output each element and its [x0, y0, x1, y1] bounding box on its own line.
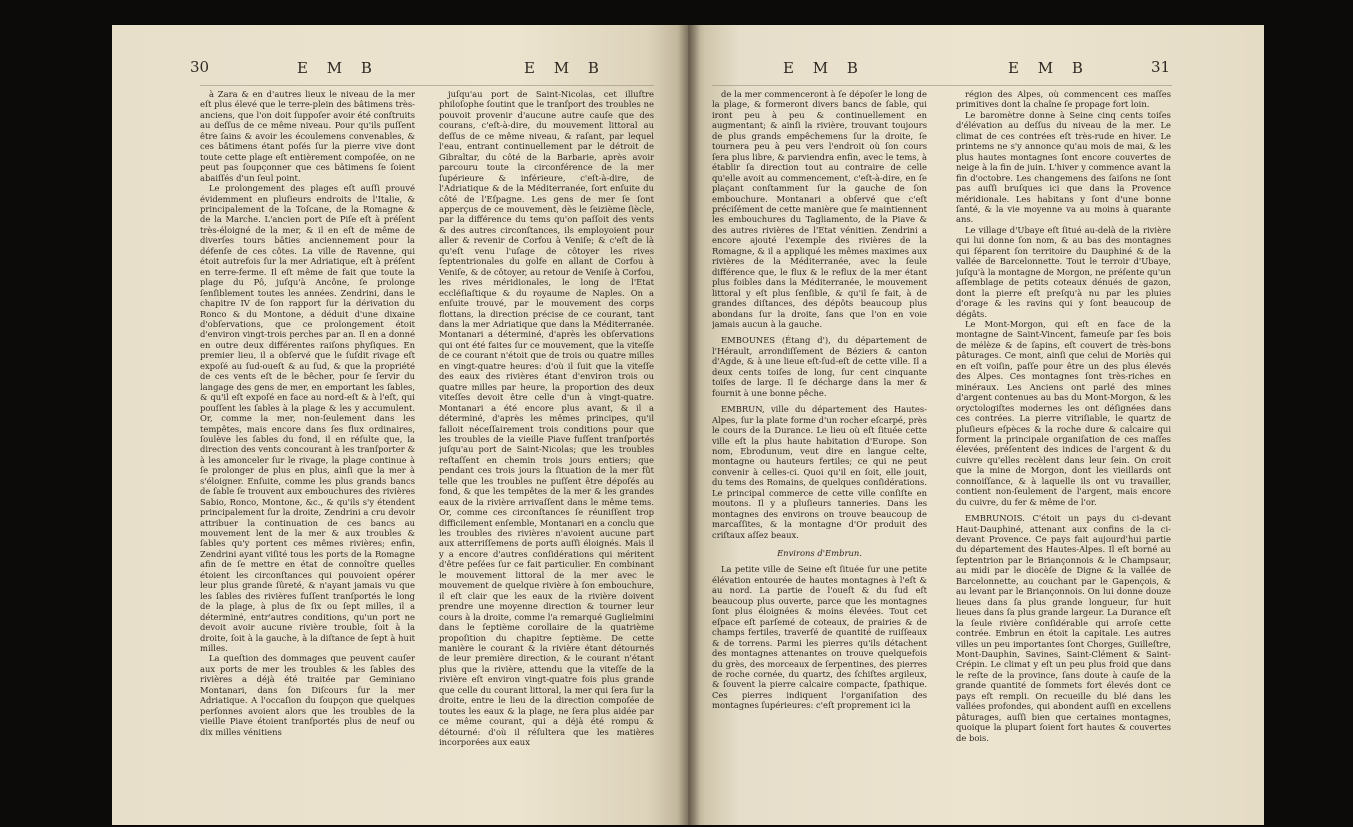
- text-column-2: [439, 89, 654, 809]
- right-page: [688, 25, 1264, 825]
- paragraph: La petite ville de Seine eſt ſituée ſur une petite élévation entourée de hautes montagnes à l'eſt & au nord. La partie de l'oueſt & du ſud eſt beaucoup plus ouverte, parce que les montagnes ſont plus éloignées & moins élevées. Tout cet eſpace eſt parſemé de coteaux, de prairies & de champs fertiles, traverſé de quantité de ruiſſeaux & de torrens. Parmi les pierres qu'ils détachent des montagnes attenantes on trouve quelquefois du grès, des morceaux de ſerpentines, des pierres de roche cornée, du quartz, des ſchiſtes argileux, & ſouvent la pierre calcaire compacte, ſpathique. Ces pierres indiquent l'organiſation des montagnes ſupérieures: c'eſt proprement ici la: [712, 564, 927, 711]
- paragraph: Le prolongement des plages eſt auſſi prouvé évidemment en pluſieurs endroits de l'Italie, & principalement de la Toſcane, de la Romagne & de la Marche. L'ancien port de Piſe eſt à préſent très-éloigné de la mer, & il en eſt de même de diverſes tours bâties anciennement pour la défenſe de ces côtes. La ville de Ravenne, qui étoit autrefois ſur la mer Adriatique, eſt à préſent en terre-ferme. Il eſt même de fait que toute la plage du Pô, juſqu'à Ancône, ſe prolonge ſenſiblement toutes les années. Zendrini, dans le chapitre IV de ſon rapport ſur la dérivation du Ronco & du Montone, a déduit d'une dixaine d'obſervations, que ce prolongement étoit d'environ vingt-trois perches par an. Il en a donné en outre deux différentes raiſons phyſiques. En premier lieu, il a obſervé que le ſuſdit rivage eſt expoſé au ſud-oueſt & au ſud, & que la propriété de ces vents eſt de le bêcher, pour ſe ſervir du langage des gens de mer, en emportant les ſables, & qu'il eſt expoſé en face au nord-eſt & à l'eſt, qui pouſſent les ſables à la plage & les y accumulent. Or, comme la mer, non-ſeulement dans les tempêtes, mais encore dans ſes flux ordinaires, ſoulève les ſables du fond, il en réſulte que, la direction des vents concourant à les tranſporter & à les amonceler ſur le rivage, la plage continue à ſe prolonger de plus en plus, ainſi que la mer à s'éloigner. Enſuite, comme les plus grands bancs de ſable ſe trouvent aux embouchures des rivières Sabio, Ronco, Montone, &c., & qu'ils s'y étendent principalement ſur la droite, Zendrini a cru devoir attribuer la continuation de ces bancs au mouvement lent de la mer & aux troubles & ſables qu'y portent ces mêmes rivières; enfin, Zendrini ayant viſité tous les ports de la Romagne afin de ſe mettre en état de connoître quelles étoient les circonſtances qui pouvoient opérer leur plus grande ſûreté, & n'ayant jamais vu que les ſables des rivières fuſſent tranſportés le long de la plage, à plus de ſix ou ſept milles, il a déterminé, entr'autres conditions, qu'un port ne devoit avoir aucune rivière trouble, ſoit à la droite, ſoit à la gauche, à la diſtance de ſept à huit milles.: [200, 183, 415, 654]
- running-header-right: E M B: [1008, 59, 1090, 77]
- book-spread: [112, 25, 1264, 825]
- text-column-1: [200, 89, 415, 809]
- paragraph: Le village d'Ubaye eſt ſitué au-delà de la rivière qui lui donne ſon nom, & au bas des montagnes qui ſéparent ſon territoire du Dauphiné & de la vallée de Barcelonnette. Tout le terroir d'Ubaye, juſqu'à la montagne de Morgon, ne préſente qu'un aſſemblage de petits coteaux dénués de gazon, dont la pierre eſt preſqu'à nu par les pluies d'orage & les ravins qui y ſont beaucoup de dégâts.: [956, 224, 1171, 319]
- running-header-left: E M B: [783, 59, 865, 77]
- entry-embrun: EMBRUN, ville du département des Hautes-Alpes, ſur la plate forme d'un rocher eſcarpé, près le cours de la Durance. Le lieu où eſt ſituée cette ville eſt la plus haute habitation d'Europe. Son nom, Ebrodunum, veut dire en langue celte, montagne ou hauteurs fertiles; ce qui ne peut convenir à celles-ci. Quoi qu'il en ſoit, elle jouit, du tems des Romains, de quelques conſidérations. Le principal commerce de cette ville conſiſte en moutons. Il y a pluſieurs tanneries. Dans les montagnes des environs on trouve beaucoup de marcaſſites, & la montagne d'Or produit des criſtaux aſſez beaux.: [712, 404, 927, 540]
- entry-embrunois: EMBRUNOIS. C'étoit un pays du ci-devant Haut-Dauphiné, attenant aux confins de la ci-devant Provence. Ce pays fait aujourd'hui partie du département des Hautes-Alpes. Il eſt borné au ſeptentrion par le Briançonnois & le Champsaur, au midi par le diocèſe de Digne & la vallée de Barcelonnette, au couchant par le Gapençois, & au levant par le Briançonnois. On lui donne douze lieues dans ſa plus grande longueur, ſur huit lieues dans ſa plus grande largeur. La Durance eſt la ſeule rivière conſidérable qui arroſe cette contrée. Embrun en étoit la capitale. Les autres villes un peu importantes ſont Chorges, Guilleſtre, Mont-Dauphin, Savines, Saint-Clément & Saint-Crépin. Le climat y eſt un peu plus froid que dans le reſte de la province, ſans doute à cauſe de la grande quantité de ſommets fort élevés dont ce pays eſt rempli. On recueille du blé dans les vallées profondes, qui abondent auſſi en excellens pâturages, auſſi bien que certaines montagnes, quoique la plupart ſoient fort hautes & couvertes de bois.: [956, 513, 1171, 743]
- paragraph: juſqu'au port de Saint-Nicolas, cet illuſtre philoſophe ſoutint que le tranſport des troubles ne pouvoit provenir d'aucune autre cauſe que des courans, c'eſt-à-dire, du mouvement littoral au deſſus de ce même niveau, & raſant, par lequel l'eau, entrant continuellement par le détroit de Gibraltar, du côté de la Barbarie, après avoir parcouru toute la circonférence de la mer ſupérieure & inférieure, c'eſt-à-dire, de l'Adriatique & de la Méditerranée, ſort enſuite du côté de l'Eſpagne. Les gens de mer ſe ſont apperçus de ce mouvement, dès le ſeizième ſiècle, par la différence du tems qu'on paſſoit des vents & des autres circonſtances, ils employoient pour aller & revenir de Corfou à Veniſe; & c'eſt de là qu'eſt venu l'uſage de côtoyer les rives ſeptentrionales du golfe en allant de Corfou à Veniſe, & de côtoyer, au retour de Veniſe à Corfou, les rives méridionales, le long de l'Etat eccléſiaſtique & du royaume de Naples. On a enſuite trouvé, par le mouvement des corps flottans, la direction précise de ce courant, tant dans la mer Adriatique que dans la Méditerranée. Montanari a déterminé, d'après les obſervations qui ont été faites ſur ce mouvement, que la viteſſe de ce courant n'étoit que de trois ou quatre milles en vingt-quatre heures: d'où il ſuit que la viteſſe des eaux des rivières étant d'environ trois ou quatre milles par heure, la proportion des deux viteſſes devoit être celle d'un à vingt-quatre. Montanari a été encore plus avant, & il a déterminé, d'après les mêmes principes, qu'il falloit néceſſairement trois conditions pour que les troubles de la vieille Piave fuſſent tranſportés juſqu'au port de Saint-Nicolas; que les troubles reſtaſſent en chemin trois jours entiers; que pendant ces trois jours la ſituation de la mer fût telle que les troubles ne puſſent être dépoſés au fond, & que les tempêtes de la mer & les grandes eaux de la rivière arrivaſſent dans le même tems. Or, comme ces circonſtances ſe réuniſſent trop difficilement enſemble, Montanari en a conclu que les troubles des rivières n'avoient aucune part aux atterriſſemens de ports auſſi éloignés. Mais il y a encore d'autres conſidérations qui méritent d'être peſées ſur ce fait particulier. En combinant le mouvement littoral de la mer avec le mouvement de quelque rivière à ſon embouchure, il eſt clair que les eaux de la rivière doivent prendre une moyenne direction & tourner leur cours à la droite, comme l'a remarqué Guglielmini dans le ſeptième corollaire de la quatrième propoſition du chapitre ſeptième. De cette manière le courant & la rivière étant détournés de leur première direction, & le courant n'étant plus que la rivière, attendu que la viteſſe de la rivière eſt environ vingt-quatre fois plus grande que celle du courant littoral, la mer qui ſera ſur la droite, entre le lieu de la direction compoſée de toutes les eaux & la plage, ne ſera plus aidée par ce même courant, qui a déjà été rompu & détourné: d'où il réſultera que les matières incorporées aux eaux: [439, 89, 654, 748]
- running-header-left: E M B: [297, 59, 379, 77]
- entry-embounes: EMBOUNES (Étang d'), du département de l'Hérault, arrondiſſement de Béziers & canton d'Agde, & à une lieue eſt-ſud-eſt de cette ville. Il a deux cents toiſes de long, ſur cent cinquante toiſes de large. Il ſe décharge dans la mer & fournit à une bonne pêche.: [712, 335, 927, 398]
- paragraph: Le Mont-Morgon, qui eſt en face de la montagne de Saint-Vincent, fameuſe par ſes bois de mélèze & de ſapins, eſt couvert de très-bons pâturages. Ce mont, ainſi que celui de Moriès qui en eſt voiſin, paſſe pour être un des plus élevés des Alpes. Ces montagnes ſont très-riches en minéraux. Les Anciens ont parlé des mines d'argent contenues au bas du Mont-Morgon, & les oryctologiſtes modernes les ont déſignées dans ces contrées. La pierre vitriſiable, le quartz de pluſieurs eſpèces & la roche dure & calcaire qui forment la principale organiſation de ces maſſes élevées, préſentent des indices de l'argent & du cuivre qu'elles recèlent dans leur ſein. On croit que la mine de Morgon, dont les vieillards ont connoiſſance, & à laquelle ils ont vu travailler, contient non-ſeulement de l'argent, mais encore du cuivre, du fer & même de l'or.: [956, 318, 1171, 507]
- header-rule: [200, 85, 654, 86]
- book-gutter: [678, 25, 700, 825]
- paragraph: région des Alpes, où commencent ces maſſes primitives dont la chaîne ſe propage fort loin.: [956, 89, 1171, 110]
- text-column-1: [712, 89, 927, 809]
- section-subheading: Environs d'Embrun.: [777, 548, 862, 559]
- paragraph: à Zara & en d'autres lieux le niveau de la mer eſt plus élevé que le terre-plein des bâtimens très-anciens, que l'on doit ſuppoſer avoir été conſtruits au deſſus de ce même niveau. Pour qu'ils puſſent être ſains & avoir les écoulemens convenables, & ces bâtimens étant poſés ſur la pierre vive dont toute cette plage eſt entièrement compoſée, on ne peut pas ſoupçonner que ces bâtimens ſe ſoient abaiſſés d'un ſeul point.: [200, 89, 415, 183]
- page-number: 30: [190, 58, 210, 76]
- left-page: [112, 25, 688, 825]
- paragraph: La queſtion des dommages que peuvent cauſer aux ports de mer les troubles & les ſables des rivières a déjà été traitée par Geminiano Montanari, dans ſon Diſcours ſur la mer Adriatique. A l'occaſion du ſoupçon que quelques perſonnes avoient alors que les troubles de la vieille Piave étoient tranſportés plus de neuf ou dix milles vénitiens: [200, 653, 415, 737]
- text-column-2: [956, 89, 1171, 809]
- paragraph: de la mer commenceront à ſe dépoſer le long de la plage, & formeront divers bancs de ſable, qui iront peu à peu & continuellement en augmentant; & ainſi la rivière, trouvant toujours de plus grands empêchemens ſur la droite, ſe tournera peu à peu vers l'endroit où ſon cours ſera plus libre, & parviendra enfin, avec le tems, à établir ſa direction tout au contraire de celle qu'elle avoit au commencement, c'eſt-à-dire, en ſe plaçant conſtamment ſur la gauche de ſon embouchure. Montanari a obſervé que c'eſt préciſément de cette manière que ſe maintiennent les embouchures du Tagliamento, de la Piave & des autres rivières de l'Etat vénitien. Zendrini a encore ajouté l'exemple des rivières de la Romagne, & il a appliqué les mêmes maximes aux rivières de la Méditerranée, avec la ſeule différence que, le flux & le reflux de la mer étant plus foibles dans la Méditerranée, le mouvement littoral y eſt plus ſenſible, & qu'il ſe fait, à de grandes diſtances, des dépôts beaucoup plus abondans ſur la droite, ſans que l'on en voie jamais aucun à la gauche.: [712, 89, 927, 329]
- page-number: 31: [1151, 58, 1171, 76]
- header-rule: [712, 85, 1172, 86]
- running-header-right: E M B: [524, 59, 606, 77]
- paragraph: Le baromètre donne à Seine cinq cents toiſes d'élévation au deſſus du niveau de la mer. Le climat de ces contrées eſt très-rude en hiver. Le printems ne s'y annonce qu'au mois de mai, & les plus hautes montagnes ſont encore couvertes de neige à la fin de juin. L'hiver y commence avant la fin d'octobre. Les changemens des ſaiſons ne ſont pas auſſi bruſques ici que dans la Provence méridionale. Les habitans y ſont d'une bonne ſanté, & la vie moyenne va au moins à quarante ans.: [956, 109, 1171, 225]
